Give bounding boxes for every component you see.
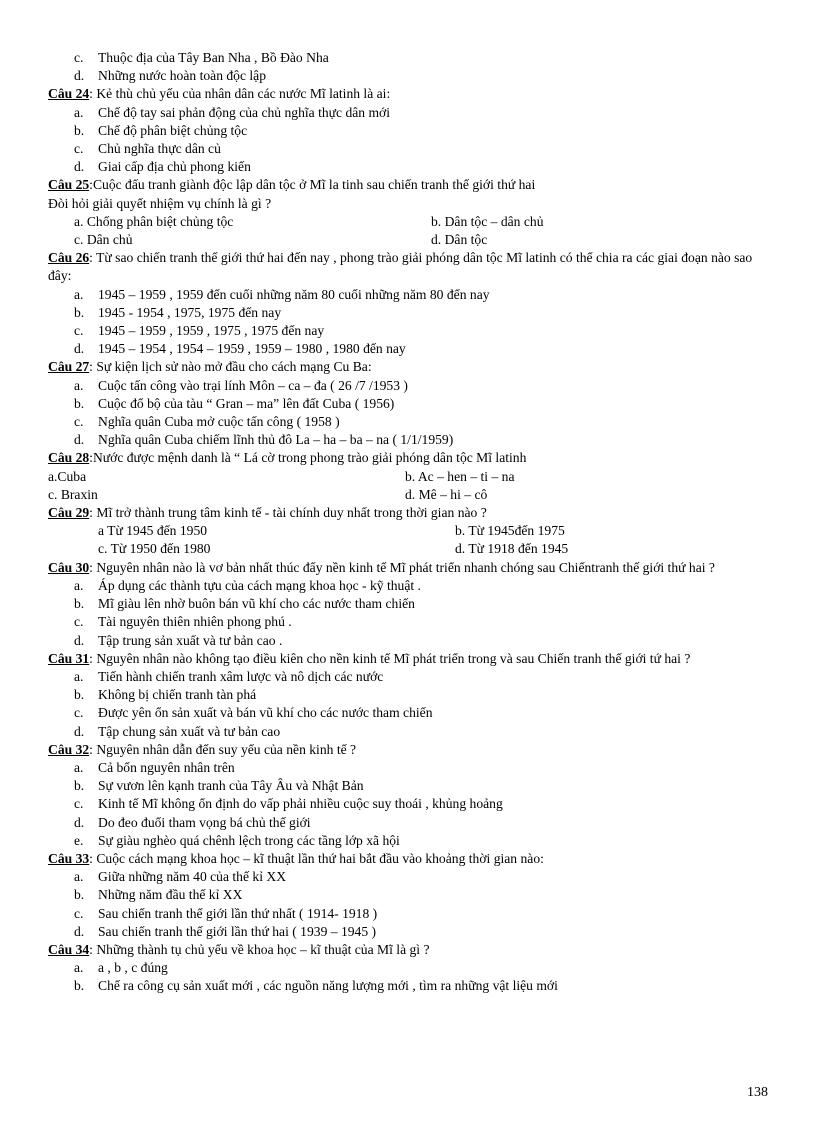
answer-option: d. Dân tộc [431,232,488,248]
option-letter: c. [74,323,84,339]
option-text: Giai cấp địa chủ phong kiến [98,159,251,175]
answer-option [48,377,768,395]
option-letter: b. [74,395,85,411]
answer-option [48,431,768,449]
answer-option [48,49,768,67]
answer-option: c. Braxin [48,486,98,502]
option-text: Chế độ phân biệt chủng tộc [98,122,248,138]
option-letter: b. [74,887,85,903]
option-letter: a. [74,377,84,393]
question-number: Câu 25 [48,177,90,193]
answer-option: b. Từ 1945đến 1975 [455,523,565,539]
option-letter: d. [74,723,85,739]
question-text: Từ sao chiến tranh thế giới thứ hai đến nay , phong trào giải phóng dân tộc Mĩ latinh có thể chia ra các giai đoạn nào sao đây: [48,250,753,284]
option-letter: b. [74,596,85,612]
option-letter: a. [74,104,84,120]
question-stem [48,941,768,959]
page-number: 138 [747,1085,768,1100]
option-letter: d. [74,159,85,175]
answer-option: a.Cuba [48,468,87,484]
answer-option [48,595,768,613]
option-text: Cuộc đổ bộ của tàu “ Gran – ma” lên đất Cuba ( 1956) [98,395,395,411]
question-number: Câu 26 [48,250,90,266]
option-letter: b. [74,778,85,794]
answer-option [48,340,768,358]
option-text: Sau chiến tranh thế giới lần thứ nhất ( 1914- 1918 ) [98,905,378,921]
option-letter: a. [74,668,84,684]
option-letter: d. [74,923,85,939]
option-text: Chủ nghĩa thực dân củ [98,141,221,157]
question-separator: : [89,941,93,957]
option-text: Chế ra công cụ sản xuất mới , các nguồn năng lượng mới , tìm ra những vật liệu mới [98,978,558,994]
answer-option [48,413,768,431]
answer-option: b. Dân tộc – dân chủ [431,213,544,229]
question-separator: : [89,359,93,375]
answer-option [48,923,768,941]
option-text: a , b , c đúng [98,960,168,976]
option-letter: d. [74,814,85,830]
answer-option [48,723,768,741]
question-stem [48,559,768,577]
option-text: Sự giàu nghèo quá chênh lệch trong các tầng lớp xã hội [98,832,400,848]
answer-option: a. Chống phân biệt chủng tộc [74,213,234,229]
answer-option [48,104,768,122]
answer-option [48,668,768,686]
question-stem [48,504,768,522]
option-letter: e. [74,832,84,848]
question-stem [48,358,768,376]
option-text: 1945 – 1959 , 1959 , 1975 , 1975 đến nay [98,323,325,339]
question-separator: : [89,177,93,193]
answer-option: a Từ 1945 đến 1950 [98,523,208,539]
question-text: Mĩ trở thành trung tâm kinh tế - tài chính duy nhất trong thời gian nào ? [92,505,487,521]
option-letter: b. [74,304,85,320]
answer-option [48,977,768,995]
question-number: Câu 32 [48,741,90,757]
option-text: Nghĩa quân Cuba chiếm lĩnh thủ đô La – ha – ba – na ( 1/1/1959) [98,432,454,448]
option-letter: d. [74,341,85,357]
answer-option [48,905,768,923]
option-text: Tập chung sản xuất và tư bản cao [98,723,281,739]
answer-option [48,632,768,650]
answer-option [48,613,768,631]
option-text: 1945 – 1959 , 1959 đến cuối những năm 80 cuối những năm 80 đến nay [98,286,490,302]
option-letter: a. [74,577,84,593]
question-number: Câu 24 [48,86,90,102]
option-letter: b. [74,978,85,994]
answer-option [48,814,768,832]
answer-option [48,395,768,413]
option-letter: c. [74,905,84,921]
option-text: 1945 - 1954 , 1975, 1975 đến nay [98,304,282,320]
question-number: Câu 34 [48,941,90,957]
answer-options-grid [48,213,768,249]
option-letter: c. [74,50,84,65]
question-text: Những thành tụ chủ yếu về khoa học – kĩ thuật của Mĩ là gì ? [92,941,430,957]
answer-option [48,832,768,850]
option-letter: a. [74,759,84,775]
answer-options-grid [48,522,768,558]
option-letter: d. [74,632,85,648]
option-letter: a. [74,869,84,885]
option-text: Do đeo đuổi tham vọng bá chủ thế giới [98,814,311,830]
question-stem [48,650,768,668]
option-text: Những năm đầu thế kỉ XX [98,887,243,903]
question-text: Nguyên nhân nào không tạo điều kiên cho nền kinh tế Mĩ phát triển trong và sau Chiến tranh thế giới tứ hai ? [92,650,691,666]
option-letter: a. [74,286,84,302]
answer-option [48,322,768,340]
option-text: Giữa những năm 40 của thế kỉ XX [98,869,287,885]
option-text: Áp dụng các thành tựu của cách mạng khoa học - kỹ thuật . [98,577,421,593]
option-text: Tập trung sản xuất và tư bản cao . [98,632,283,648]
answer-option [48,959,768,977]
question-stem [48,449,768,467]
answer-option [48,158,768,176]
option-letter: a. [74,960,84,976]
answer-option [48,759,768,777]
question-number: Câu 27 [48,359,90,375]
option-text: Chế độ tay sai phản động của chủ nghĩa thực dân mới [98,104,391,120]
option-text: 1945 – 1954 , 1954 – 1959 , 1959 – 1980 , 1980 đến nay [98,341,406,357]
option-text: Sự vươn lên kạnh tranh của Tây Âu và Nhật Bản [98,778,364,794]
question-separator: : [89,741,93,757]
option-letter: c. [74,705,84,721]
question-number: Câu 31 [48,650,90,666]
option-text: Cuộc tấn công vào trại lính Môn – ca – đa ( 26 /7 /1953 ) [98,377,408,393]
question-stem [48,249,768,285]
question-text: Kẻ thù chủ yếu của nhân dân các nước Mĩ latinh là ai: [92,86,391,102]
option-text: Tiến hành chiến tranh xâm lược và nô dịch các nước [98,668,384,684]
question-separator: : [89,250,93,266]
answer-option [48,286,768,304]
option-text: Cả bốn nguyên nhân trên [98,759,235,775]
option-letter: c. [74,796,84,812]
answer-option [48,777,768,795]
option-letter: d. [74,432,85,448]
answer-option: c. Dân chủ [74,232,133,248]
answer-option: c. Từ 1950 đến 1980 [98,541,211,557]
option-text: Sau chiến tranh thế giới lần thứ hai ( 1939 – 1945 ) [98,923,377,939]
answer-option [48,577,768,595]
question-text: Cuộc đấu tranh giành độc lập dân tộc ở Mĩ la tinh sau chiến tranh thế giới thứ hai [92,177,536,193]
question-separator: : [89,559,93,575]
question-stem [48,850,768,868]
answer-option: d. Mê – hi – cô [405,486,488,502]
answer-option [48,122,768,140]
question-separator: : [89,850,93,866]
question-text: Nguyên nhân dẫn đến suy yếu của nền kinh tế ? [92,741,357,757]
question-number: Câu 30 [48,559,90,575]
question-number: Câu 29 [48,505,90,521]
answer-option [48,868,768,886]
option-letter: b. [74,122,85,138]
option-text: Những nước hoàn toàn độc lập [98,68,267,84]
answer-option: b. Ac – hen – ti – na [405,468,515,484]
option-text: Tài nguyên thiên nhiên phong phú . [98,614,292,630]
answer-options-grid [48,468,768,504]
question-separator: : [89,505,93,521]
question-text: Cuộc cách mạng khoa học – kĩ thuật lần thứ hai bắt đầu vào khoảng thời gian nào: [92,850,544,866]
option-letter: b. [74,687,85,703]
question-text: Nước được mệnh danh là “ Lá cờ trong phong trào giải phóng dân tộc Mĩ latinh [92,450,527,466]
answer-option [48,140,768,158]
option-letter: c. [74,414,84,430]
question-stem [48,741,768,759]
option-text: Không bị chiến tranh tàn phá [98,687,257,703]
answer-option [48,886,768,904]
question-stem [48,176,768,194]
answer-option [48,795,768,813]
question-separator: : [89,450,93,466]
answer-option: d. Từ 1918 đến 1945 [455,541,569,557]
option-letter: c. [74,141,84,157]
answer-option [48,304,768,322]
question-text: Nguyên nhân nào là vơ bản nhất thúc đẩy nền kinh tế Mĩ phát triển nhanh chóng sau Chiếntranh thế giới thứ hai ? [92,559,715,575]
answer-option [48,67,768,85]
question-number: Câu 33 [48,850,90,866]
option-text: Thuộc địa của Tây Ban Nha , Bồ Đào Nha [98,50,329,65]
question-text: Sự kiện lịch sử nào mở đầu cho cách mạng Cu Ba: [92,359,372,375]
document-body [48,49,768,996]
question-stem [48,85,768,103]
question-text-continued: Đòi hỏi giải quyết nhiệm vụ chính là gì ? [48,195,272,211]
question-number: Câu 28 [48,450,90,466]
option-letter: d. [74,68,85,84]
option-text: Kinh tế Mĩ không ổn định do vấp phải nhiều cuộc suy thoái , khủng hoảng [98,796,503,812]
option-text: Nghĩa quân Cuba mở cuộc tấn công ( 1958 ) [98,414,340,430]
answer-option [48,686,768,704]
question-separator: : [89,650,93,666]
option-letter: c. [74,614,84,630]
option-text: Mĩ giàu lên nhờ buôn bán vũ khí cho các nước tham chiến [98,596,415,612]
question-separator: : [89,86,93,102]
option-text: Được yên ổn sản xuất và bán vũ khí cho các nước tham chiến [98,705,433,721]
answer-option [48,704,768,722]
